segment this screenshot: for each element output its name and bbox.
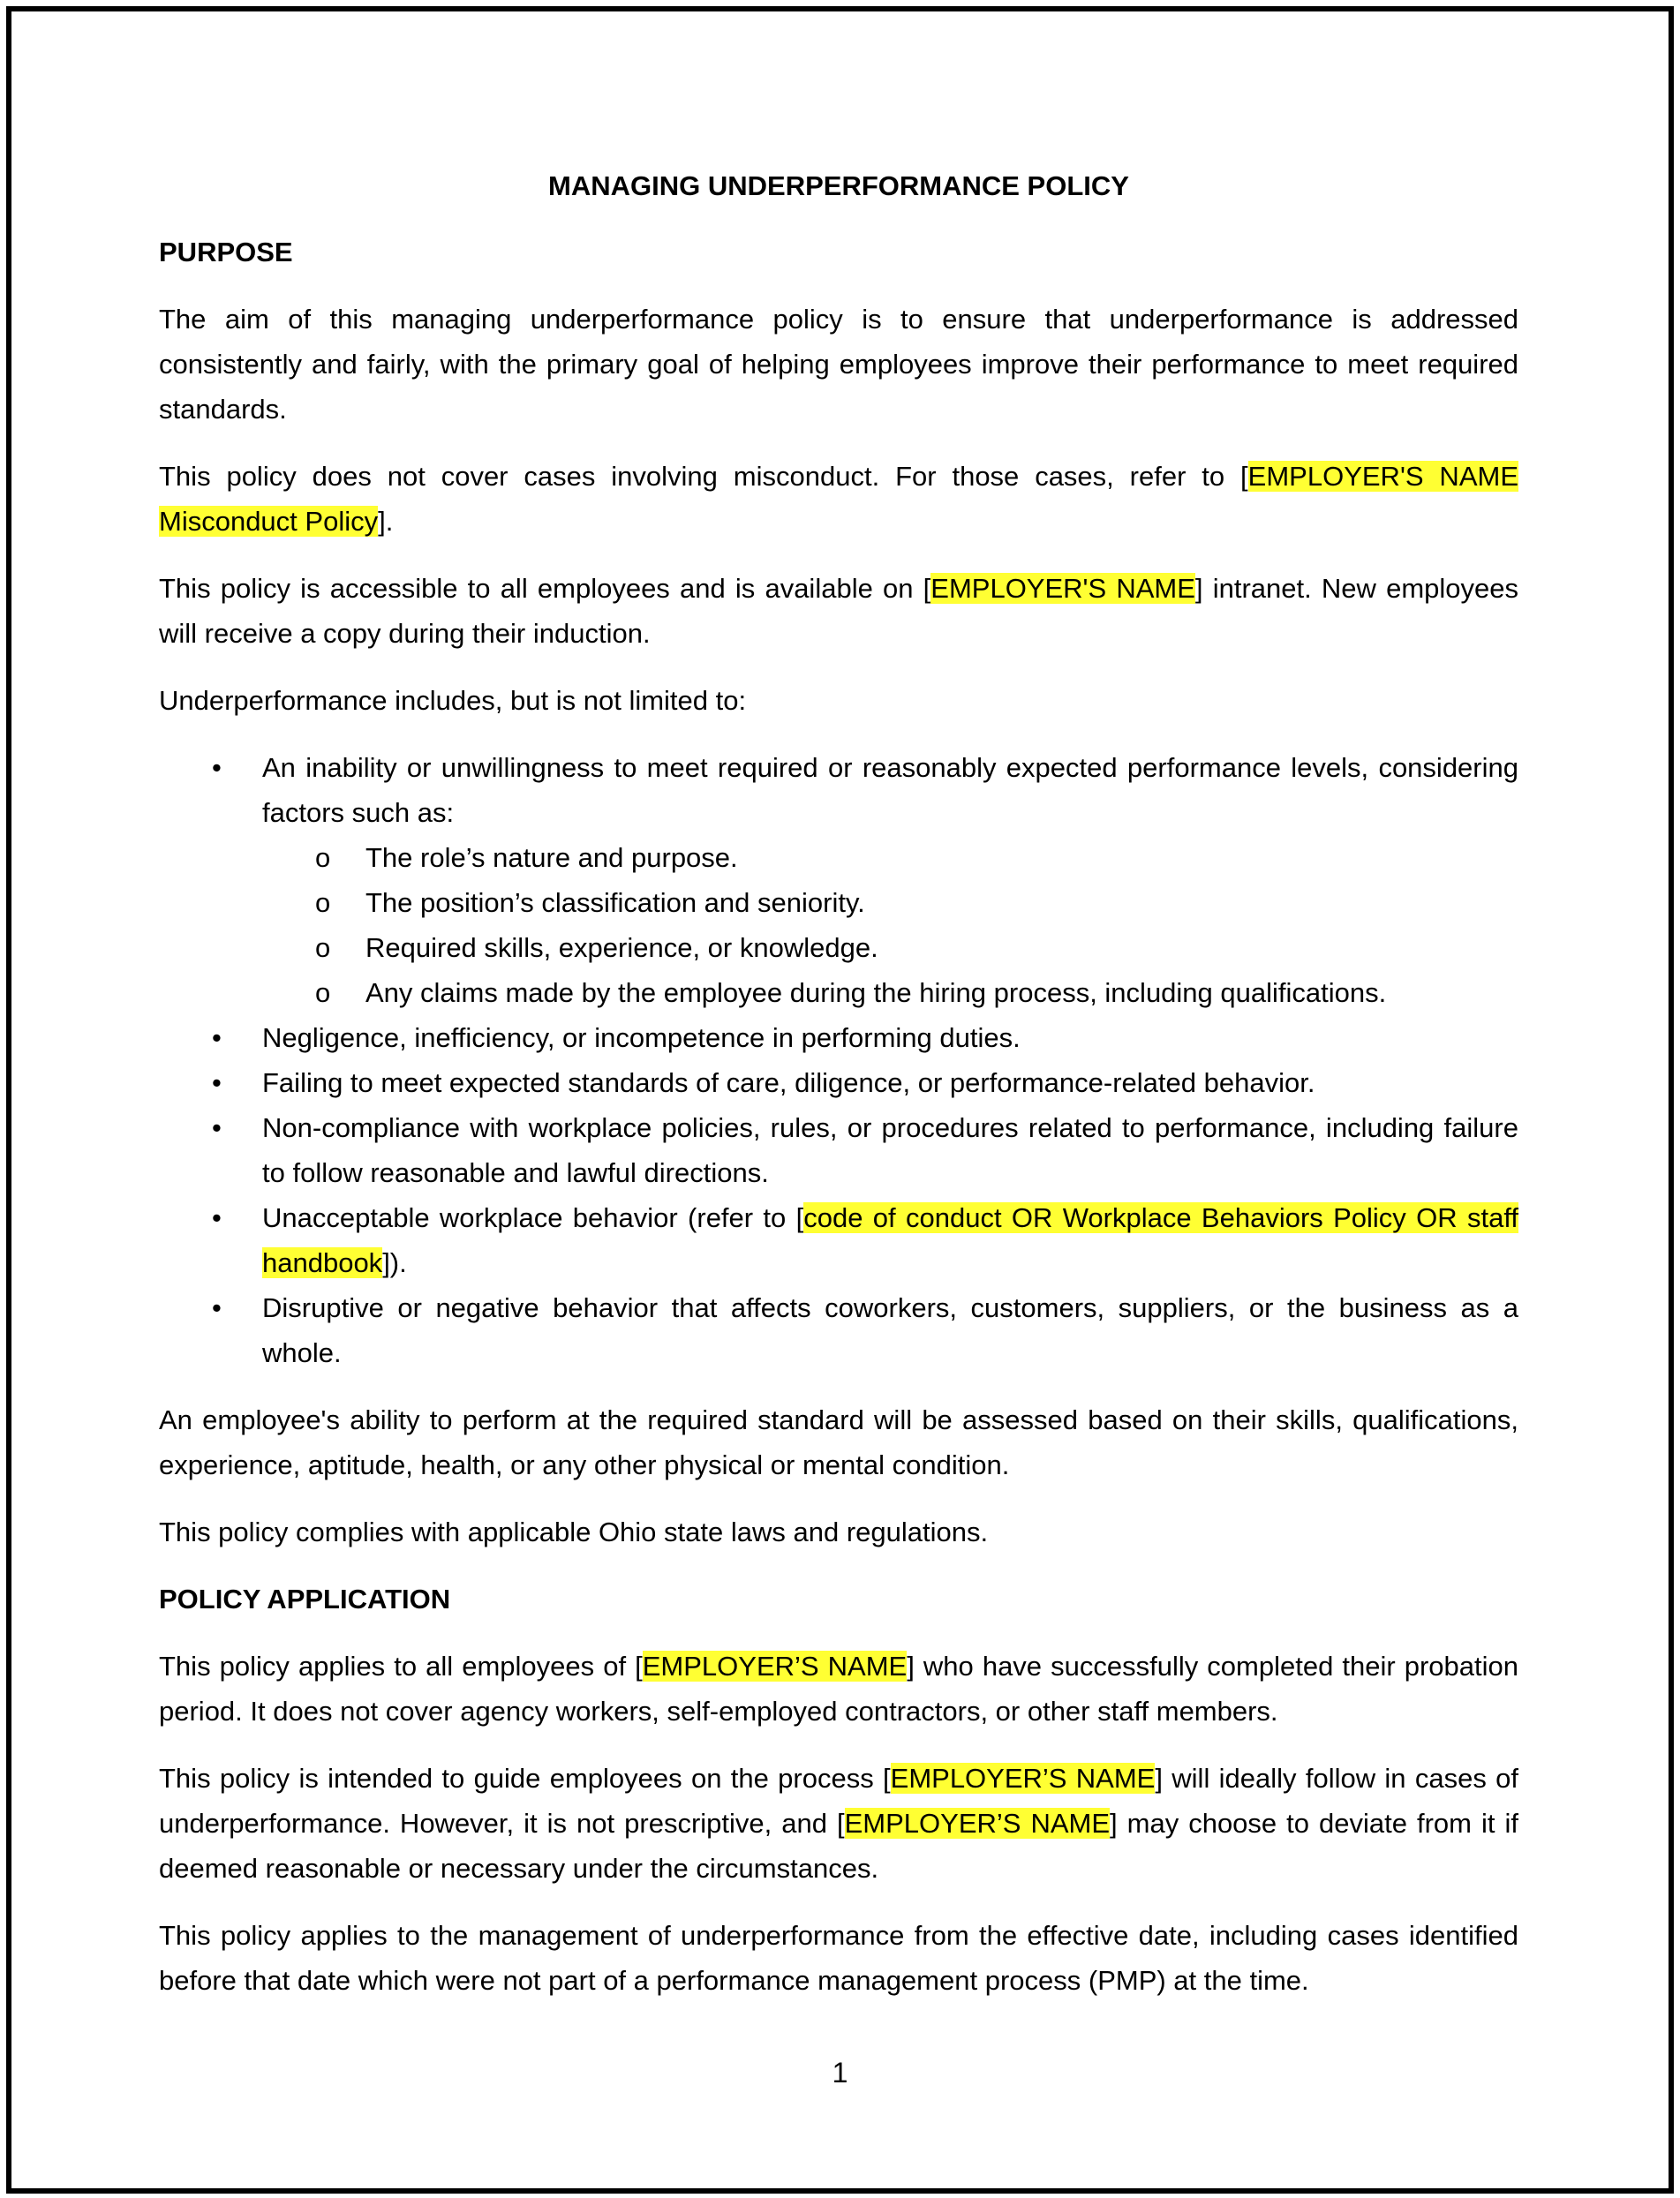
text-run: This policy applies to all employees of [ xyxy=(159,1651,643,1682)
highlighted-placeholder: code of conduct OR Workplace Behaviors Policy OR staff handbook xyxy=(262,1202,1518,1278)
circle-bullet-icon: o xyxy=(315,977,331,1008)
circle-bullet-icon: o xyxy=(315,932,331,963)
sub-list-item-text: The role’s nature and purpose. xyxy=(365,842,738,873)
sub-list-item xyxy=(262,835,1518,880)
sub-list-item xyxy=(262,880,1518,925)
bullet-icon: • xyxy=(212,1202,222,1233)
purpose-paragraph-assessment: An employee's ability to perform at the required standard will be assessed based on their skills, qualifications, experience, aptitude, health, or any other physical or mental condition. xyxy=(159,1404,1518,1480)
highlighted-placeholder: EMPLOYER’S NAME xyxy=(890,1763,1156,1794)
section-heading-purpose: PURPOSE xyxy=(159,237,293,267)
circle-bullet-icon: o xyxy=(315,887,331,918)
document-body xyxy=(159,163,1518,2025)
section-heading-application: POLICY APPLICATION xyxy=(159,1584,451,1615)
sub-list-item-text: The position’s classification and seniority. xyxy=(365,887,865,918)
list-item-text: Disruptive or negative behavior that affects coworkers, customers, suppliers, or the business as a whole. xyxy=(262,1292,1518,1368)
list-item xyxy=(159,1060,1518,1105)
list-item-text: Failing to meet expected standards of care, diligence, or performance-related behavior. xyxy=(262,1067,1315,1098)
text-run: ] who have successfully completed their probation period. It does not cover agency workers, self-employed contractors, or other staff members. xyxy=(159,1651,1518,1727)
highlighted-placeholder: EMPLOYER’S NAME xyxy=(844,1808,1111,1839)
sub-list-item-text: Required skills, experience, or knowledge. xyxy=(365,932,878,963)
text-run: This policy does not cover cases involving misconduct. For those cases, refer to [ xyxy=(159,461,1248,492)
underperformance-list xyxy=(159,745,1518,1375)
highlighted-placeholder: EMPLOYER’S NAME xyxy=(642,1651,908,1682)
list-item xyxy=(159,1285,1518,1375)
text-run: ] intranet. New employees will receive a copy during their induction. xyxy=(159,573,1518,649)
text-run: Unacceptable workplace behavior (refer to [ xyxy=(262,1202,804,1233)
list-item xyxy=(159,1105,1518,1195)
circle-bullet-icon: o xyxy=(315,842,331,873)
bullet-icon: • xyxy=(212,1112,222,1143)
text-run: ]. xyxy=(378,506,394,537)
application-paragraph-effective-date: This policy applies to the management of underperformance from the effective date, including cases identified before that date which were not part of a performance management process (PMP) at the time. xyxy=(159,1920,1518,1996)
highlighted-placeholder: EMPLOYER'S NAME xyxy=(930,573,1195,604)
list-item xyxy=(159,1195,1518,1285)
text-run: This policy is accessible to all employees and is available on [ xyxy=(159,573,931,604)
application-paragraph-guide xyxy=(159,1756,1518,1891)
purpose-paragraph-misconduct xyxy=(159,454,1518,544)
sub-list xyxy=(262,835,1518,1015)
purpose-paragraph-aim: The aim of this managing underperformance policy is to ensure that underperformance is addressed consistently and fairly, with the primary goal of helping employees improve their performance to meet required standards. xyxy=(159,304,1518,425)
purpose-paragraph-compliance: This policy complies with applicable Ohio state laws and regulations. xyxy=(159,1517,989,1547)
purpose-paragraph-access xyxy=(159,566,1518,656)
document-title: MANAGING UNDERPERFORMANCE POLICY xyxy=(548,170,1129,201)
bullet-icon: • xyxy=(212,1292,222,1323)
text-run: ] will ideally follow in cases of underperformance. However, it is not prescriptive, and [ xyxy=(159,1763,1518,1839)
text-run: ]). xyxy=(382,1247,407,1278)
purpose-paragraph-includes: Underperformance includes, but is not limited to: xyxy=(159,685,747,716)
list-item-text: Non-compliance with workplace policies, rules, or procedures related to performance, including failure to follow reasonable and lawful directions. xyxy=(262,1112,1518,1188)
list-item xyxy=(159,745,1518,1015)
text-run: This policy is intended to guide employees on the process [ xyxy=(159,1763,891,1794)
sub-list-item xyxy=(262,925,1518,970)
bullet-icon: • xyxy=(212,1067,222,1098)
list-item-text: An inability or unwillingness to meet required or reasonably expected performance levels, considering factors such as: xyxy=(262,752,1518,828)
list-item-text: Negligence, inefficiency, or incompetence in performing duties. xyxy=(262,1022,1021,1053)
bullet-icon: • xyxy=(212,1022,222,1053)
sub-list-item xyxy=(262,970,1518,1015)
list-item xyxy=(159,1015,1518,1060)
highlighted-placeholder: EMPLOYER'S NAME Misconduct Policy xyxy=(159,461,1518,537)
text-run: ] may choose to deviate from it if deemed reasonable or necessary under the circumstances. xyxy=(159,1808,1518,1884)
sub-list-item-text: Any claims made by the employee during the hiring process, including qualifications. xyxy=(365,977,1387,1008)
page-number: 1 xyxy=(832,2057,848,2089)
application-paragraph-scope xyxy=(159,1644,1518,1734)
bullet-icon: • xyxy=(212,752,222,783)
